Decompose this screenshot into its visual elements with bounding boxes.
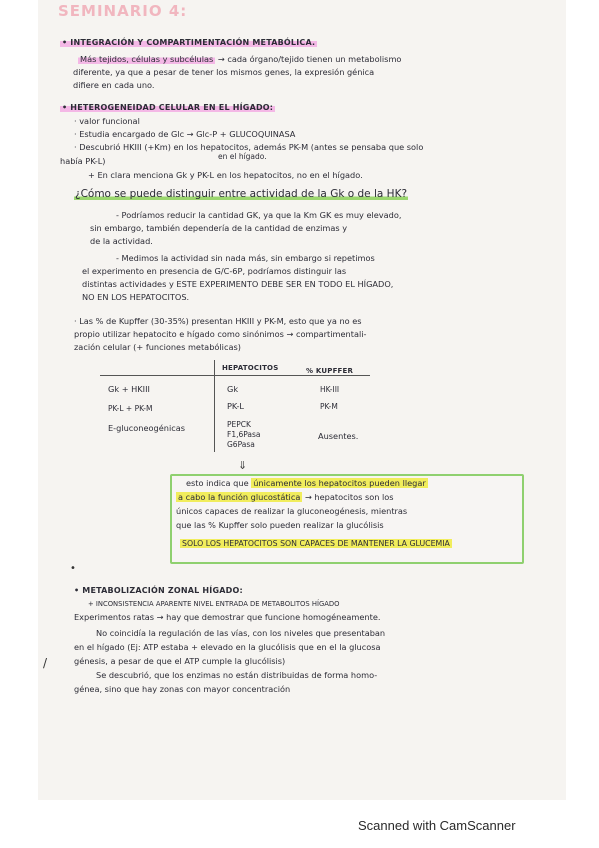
- box-line2: a cabo la función glucostática → hepatocitos son los: [178, 492, 394, 502]
- box-line5: SOLO LOS HEPATOCITOS SON CAPACES DE MANTENER LA GLUCEMIA: [182, 539, 450, 548]
- table-divider-horizontal: [100, 375, 370, 376]
- box-line1: esto indica que únicamente los hepatocitos pueden llegar: [186, 478, 426, 488]
- section4-line2: No coincidía la regulación de las vías, con los niveles que presentaban: [96, 628, 386, 638]
- p1-line1: - Podríamos reducir la cantidad GK, ya que la Km GK es muy elevado,: [116, 210, 402, 220]
- p1-line2: sin embargo, también dependería de la cantidad de enzimas y: [90, 223, 348, 233]
- row-kup-ausentes: Ausentes.: [318, 431, 359, 441]
- p3-line2: propio utilizar hepatocito e hígado como sinónimos → compartimentali-: [74, 329, 367, 339]
- p3-line1: · Las % de Kupffer (30-35%) presentan HKIII y PK-M, esto que ya no es: [74, 316, 362, 326]
- section2-item3b: en el hígado.: [218, 152, 267, 161]
- p2-line1: - Medimos la actividad sin nada más, sin embargo si repetimos: [116, 253, 375, 263]
- section4-subheading: + INCONSISTENCIA APARENTE NIVEL ENTRADA DE METABOLITOS HÍGADO: [88, 600, 340, 608]
- section2-item3: · Descubrió HKIII (+Km) en los hepatocitos, además PK-M (antes se pensaba que solo: [74, 142, 424, 152]
- section1-line3: difiere en cada uno.: [73, 80, 155, 90]
- row-label-gluconeogenicas: E-gluconeogénicas: [108, 423, 186, 433]
- p2-line4: NO EN LOS HEPATOCITOS.: [82, 292, 190, 302]
- section-heading-metabolizacion: • METABOLIZACIÓN ZONAL HÍGADO:: [74, 586, 243, 595]
- box-line3: únicos capaces de realizar la gluconeogénesis, mientras: [176, 506, 408, 516]
- p3-line3: zación celular (+ funciones metabólicas): [74, 342, 241, 352]
- question-gk-hk: ¿Cómo se puede distinguir entre actividad de la Gk o de la HK?: [75, 188, 408, 200]
- section4-line3: en el hígado (Ej: ATP estaba + elevado en la glucólisis que en el la glucosa: [74, 642, 381, 652]
- row-hep-pepck: PEPCK: [227, 420, 251, 429]
- section1-line1: Más tejidos, células y subcélulas → cada órgano/tejido tienen un metabolismo: [80, 54, 402, 64]
- section2-item1: · valor funcional: [74, 116, 140, 126]
- col-header-kupffer: % KUPFFER: [306, 367, 354, 375]
- box-line4: que las % Kupffer solo pueden realizar la glucólisis: [176, 520, 384, 530]
- row-kup-gk: HK-III: [320, 385, 340, 394]
- section2-item4: había PK-L): [60, 156, 106, 166]
- p2-line2: el experimento en presencia de G/C-6P, podríamos distinguir las: [82, 266, 347, 276]
- section4-line5: Se descubrió, que los enzimas no están distribuidas de forma homo-: [96, 670, 378, 680]
- section2-item2: · Estudia encargado de Glc → Glc-P + GLUCOQUINASA: [74, 129, 296, 139]
- row-hep-g6pasa: G6Pasa: [227, 440, 255, 449]
- col-header-hepatocitos: HEPATOCITOS: [222, 364, 279, 372]
- row-label-pk: PK-L + PK-M: [108, 404, 153, 413]
- section4-line6: génea, sino que hay zonas con mayor concentración: [74, 684, 291, 694]
- section2-item5: + En clara menciona Gk y PK-L en los hepatocitos, no en el hígado.: [88, 170, 363, 180]
- p1-line3: de la actividad.: [90, 236, 153, 246]
- row-hep-f16pasa: F1,6Pasa: [227, 430, 261, 439]
- section4-line4: génesis, a pesar de que el ATP cumple la glucólisis): [74, 656, 286, 666]
- scanner-watermark: Scanned with CamScanner: [358, 818, 516, 833]
- row-kup-pk: PK-M: [320, 402, 338, 411]
- row-hep-gk: Gk: [227, 384, 239, 394]
- bullet-dot: •: [70, 563, 76, 574]
- row-hep-pk: PK-L: [227, 401, 244, 411]
- table-divider-vertical: [214, 360, 215, 452]
- section-heading-heterogeneidad: • HETEROGENEIDAD CELULAR EN EL HÍGADO:: [62, 103, 274, 112]
- down-arrow-icon: ⇓: [238, 459, 248, 472]
- margin-pen-mark: /: [43, 656, 48, 670]
- p2-line3: distintas actividades y ESTE EXPERIMENTO DEBE SER EN TODO EL HÍGADO,: [82, 279, 394, 289]
- section1-line2: diferente, ya que a pesar de tener los mismos genes, la expresión génica: [73, 67, 375, 77]
- section-heading-integracion: • INTEGRACIÓN Y COMPARTIMENTACIÓN METABÓLICA.: [62, 38, 316, 47]
- row-label-gk: Gk + HKIII: [108, 384, 150, 394]
- page-title: SEMINARIO 4:: [58, 2, 188, 20]
- section4-line1: Experimentos ratas → hay que demostrar que funcione homogéneamente.: [74, 612, 381, 622]
